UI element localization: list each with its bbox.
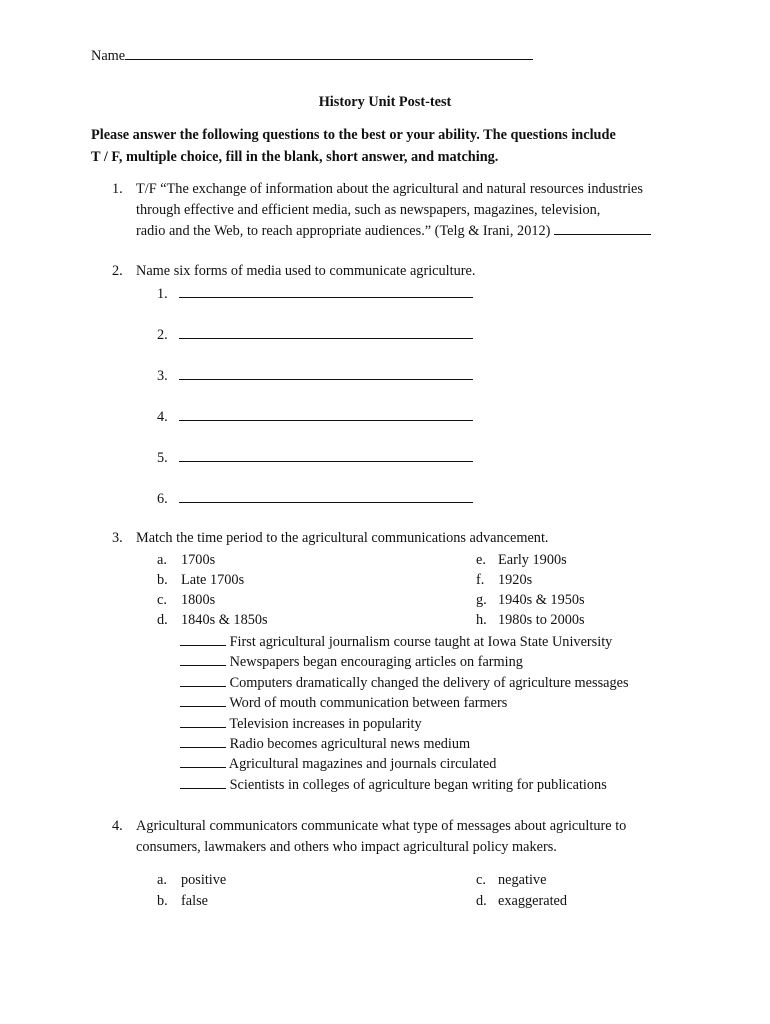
q2-item-number: 2. <box>157 327 168 343</box>
q3-match-text: Agricultural magazines and journals circulated <box>228 756 497 772</box>
q2-item <box>157 367 473 385</box>
q3-option-letter: a. <box>157 552 167 568</box>
q2-answer-blank[interactable] <box>179 285 473 298</box>
q2-item-number: 3. <box>157 368 168 384</box>
q2-item <box>157 326 473 344</box>
q2-item <box>157 490 473 508</box>
q2-answer-blank[interactable] <box>179 449 473 462</box>
q4-line-1: Agricultural communicators communicate what type of messages about agriculture to <box>136 818 627 834</box>
q4-choice-text: positive <box>181 872 227 888</box>
q3-match-text: First agricultural journalism course taught at Iowa State University <box>229 634 613 650</box>
q3-option-letter: g. <box>476 592 487 608</box>
q3-match-text: Newspapers began encouraging articles on farming <box>229 654 523 670</box>
q2-item-number: 1. <box>157 286 168 302</box>
q3-option-letter: h. <box>476 612 487 628</box>
q3-match-text: Computers dramatically changed the delivery of agriculture messages <box>229 675 629 691</box>
q3-option-text: 1980s to 2000s <box>498 612 585 628</box>
q1-number: 1. <box>112 181 123 197</box>
q3-option-text: 1940s & 1950s <box>498 592 585 608</box>
q2-item-number: 4. <box>157 409 168 425</box>
q3-option-letter: b. <box>157 572 168 588</box>
q4-line-2: consumers, lawmakers and others who impact agricultural policy makers. <box>136 839 557 855</box>
q3-option-text: Early 1900s <box>498 552 567 568</box>
q2-number: 2. <box>112 263 123 279</box>
q3-match-item <box>180 776 607 794</box>
q3-option-letter: c. <box>157 592 167 608</box>
q2-item <box>157 449 473 467</box>
q3-match-text: Television increases in popularity <box>229 716 422 732</box>
q3-option-text: 1800s <box>181 592 216 608</box>
q3-match-item <box>180 715 422 733</box>
name-line <box>91 47 533 65</box>
instructions-line-2: T / F, multiple choice, fill in the blank, short answer, and matching. <box>91 149 499 165</box>
instructions-line-1: Please answer the following questions to the best or your ability. The questions include <box>91 127 616 143</box>
q3-match-item <box>180 694 507 712</box>
q3-match-item <box>180 674 629 692</box>
q1-line-1: T/F “The exchange of information about the agricultural and natural resources industries <box>136 181 643 197</box>
q3-match-blank[interactable] <box>180 694 226 707</box>
q3-match-blank[interactable] <box>180 674 226 687</box>
q4-choice-letter: c. <box>476 872 486 888</box>
q3-match-text: Scientists in colleges of agriculture began writing for publications <box>229 777 607 793</box>
q3-number: 3. <box>112 530 123 546</box>
name-blank[interactable] <box>125 47 533 60</box>
q3-match-item <box>180 633 612 651</box>
q2-answer-blank[interactable] <box>179 367 473 380</box>
q3-option-text: 1840s & 1850s <box>181 612 268 628</box>
q3-text: Match the time period to the agricultural communications advancement. <box>136 530 549 546</box>
q2-item-number: 6. <box>157 491 168 507</box>
q3-option-letter: d. <box>157 612 168 628</box>
q3-match-text: Radio becomes agricultural news medium <box>229 736 471 752</box>
q3-option-text: 1920s <box>498 572 533 588</box>
q2-answer-blank[interactable] <box>179 326 473 339</box>
q3-match-blank[interactable] <box>180 755 226 768</box>
q3-match-blank[interactable] <box>180 735 226 748</box>
page-title: History Unit Post-test <box>318 94 452 110</box>
q1-line-2: through effective and efficient media, such as newspapers, magazines, television, <box>136 202 601 218</box>
q3-option-letter: f. <box>476 572 485 588</box>
q3-match-blank[interactable] <box>180 633 226 646</box>
q3-match-blank[interactable] <box>180 715 226 728</box>
q3-match-item <box>180 735 470 753</box>
q4-choice-letter: d. <box>476 893 487 909</box>
q3-match-item <box>180 755 496 773</box>
q1-answer-blank[interactable] <box>554 222 651 235</box>
q2-item <box>157 285 473 303</box>
q4-choice-text: exaggerated <box>498 893 568 909</box>
q3-match-item <box>180 653 523 671</box>
q1-line-3 <box>136 222 651 240</box>
q4-choice-text: negative <box>498 872 547 888</box>
q2-item <box>157 408 473 426</box>
q3-option-letter: e. <box>476 552 486 568</box>
q2-answer-blank[interactable] <box>179 490 473 503</box>
q4-choice-letter: b. <box>157 893 168 909</box>
q4-choice-text: false <box>181 893 208 909</box>
q2-text: Name six forms of media used to communicate agriculture. <box>136 263 476 279</box>
q2-answer-blank[interactable] <box>179 408 473 421</box>
q3-option-text: 1700s <box>181 552 216 568</box>
q4-choice-letter: a. <box>157 872 167 888</box>
name-label: Name <box>91 48 126 64</box>
q3-match-blank[interactable] <box>180 776 226 789</box>
q2-item-number: 5. <box>157 450 168 466</box>
q3-match-blank[interactable] <box>180 653 226 666</box>
q1-line-3-text: radio and the Web, to reach appropriate audiences.” (Telg & Irani, 2012) <box>136 223 551 239</box>
q3-match-text: Word of mouth communication between farmers <box>229 695 508 711</box>
q4-number: 4. <box>112 818 123 834</box>
q3-option-text: Late 1700s <box>181 572 245 588</box>
